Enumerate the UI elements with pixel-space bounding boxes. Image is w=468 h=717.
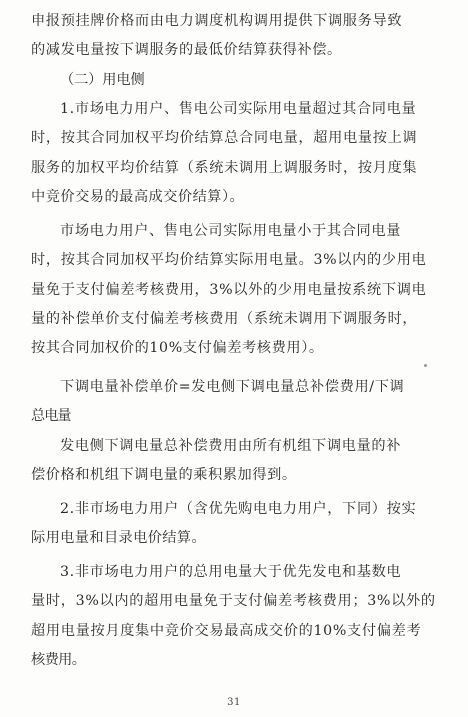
paragraph-non-market-user-over-consumption — [0, 558, 468, 675]
paragraph-line: 3.非市场电力用户的总用电量大于优先发电和基数电 — [60, 564, 402, 580]
paragraph-generation-side-settlement — [0, 7, 468, 66]
paragraph-line: 申报预挂牌价格而由电力调度机构调用提供下调服务导致 — [31, 13, 403, 29]
paragraph-line: 服务的加权平均价结算（系统未调用上调服务时，按月度集 — [31, 159, 418, 176]
paragraph-line: 下调电量补偿单价=发电侧下调电量总补偿费用/下调 — [60, 379, 405, 395]
paragraph-market-user-under-consumption — [0, 217, 468, 363]
paragraph-market-user-over-consumption — [0, 95, 468, 212]
paragraph-line: 2.非市场电力用户（含优先购电电力用户，下同）按实 — [60, 501, 417, 517]
paragraph-total-compensation-cost — [0, 432, 468, 491]
paragraph-line: 时，按其合同加权平均价结算实际用电量。3%以内的少用电 — [31, 252, 427, 269]
paragraph-line: 偿价格和机组下调电量的乘积累加得到。 — [31, 467, 297, 484]
paragraph-line: 的减发电量按下调服务的最低价结算获得补偿。 — [31, 42, 342, 59]
paragraph-line: 量免于支付偏差考核费用，3%以外的少用电量按系统下调电 — [31, 281, 427, 298]
paragraph-compensation-unit-price-formula — [0, 373, 468, 432]
paragraph-line: 时，按其合同加权平均价结算总合同电量，超用电量按上调 — [31, 130, 418, 147]
paragraph-line: 中竞价交易的最高成交价结算）。 — [31, 188, 245, 205]
paragraph-line: 量的补偿单价支付偏差考核费用（系统未调用下调服务时， — [31, 310, 418, 327]
paragraph-line: 发电侧下调电量总补偿费用由所有机组下调电量的补 — [60, 438, 402, 454]
paragraph-line: 市场电力用户、售电公司实际用电量小于其合同电量 — [60, 223, 402, 239]
paragraph-line: 按其合同加权价的10%支付偏差考核费用）。 — [31, 340, 324, 357]
page-number: 31 — [227, 697, 241, 708]
scan-speck — [424, 364, 427, 367]
paragraph-line: 量时，3%以内的超用电量免于支付偏差考核费用；3%以外的 — [31, 593, 436, 610]
paragraph-line: 际用电量和目录电价结算。 — [31, 530, 207, 547]
paragraph-line: 超用电量按月度集中竞价交易最高成交价的10%支付偏差考 — [31, 622, 422, 639]
section-heading-consumption-side — [0, 66, 468, 95]
section-heading-text: （二）用电侧 — [60, 72, 145, 88]
paragraph-line: 1.市场电力用户、售电公司实际用电量超过其合同电量 — [60, 101, 417, 117]
paragraph-non-market-user-settlement — [0, 495, 468, 554]
paragraph-line: 核费用。 — [31, 651, 86, 668]
paragraph-line: 总电量 — [31, 408, 71, 425]
